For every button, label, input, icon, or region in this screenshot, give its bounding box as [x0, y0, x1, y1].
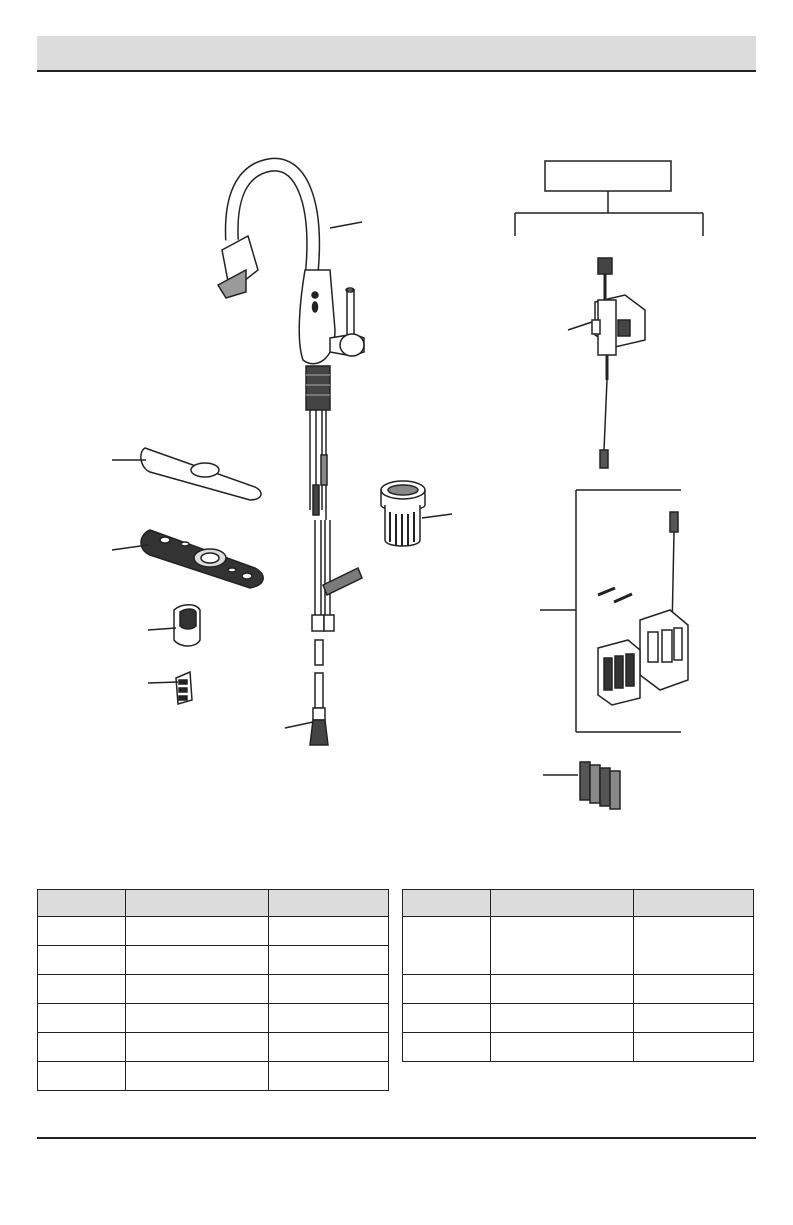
parts-table-left: [37, 889, 389, 1091]
header-cell: [634, 890, 754, 917]
table-cell: [38, 1004, 126, 1033]
table-cell: [126, 917, 269, 946]
parts-table-right: [402, 889, 754, 1062]
table-row: [403, 1004, 754, 1033]
table-cell: [269, 1062, 389, 1091]
gasket-plate-illustration: [141, 530, 263, 588]
table-row: [38, 946, 389, 975]
batteries-illustration: [580, 762, 620, 809]
table-cell: [491, 1033, 634, 1062]
table-cell: [126, 1062, 269, 1091]
table-cell: [126, 975, 269, 1004]
table-cell: [491, 917, 634, 975]
table-cell: [269, 1004, 389, 1033]
table-row: [38, 917, 389, 946]
table-cell: [126, 946, 269, 975]
table-row: [403, 975, 754, 1004]
faucet-illustration: [218, 165, 364, 745]
footer-rule: [37, 1137, 756, 1139]
escutcheon-illustration: [141, 448, 261, 500]
table-cell: [38, 1062, 126, 1091]
table-cell: [269, 946, 389, 975]
sensor-assembly-illustration: [598, 512, 688, 705]
box-bracket: [515, 161, 703, 236]
table-cell: [403, 1004, 491, 1033]
mounting-clip-illustration: [174, 605, 200, 646]
table-cell: [634, 1033, 754, 1062]
header-cell: [403, 890, 491, 917]
table-cell: [403, 917, 491, 975]
table-cell: [269, 975, 389, 1004]
header-cell: [491, 890, 634, 917]
control-box-illustration: [592, 258, 645, 468]
header-cell: [269, 890, 389, 917]
table-cell: [126, 1033, 269, 1062]
table-cell: [491, 1004, 634, 1033]
table-cell: [491, 975, 634, 1004]
table-row: [38, 1004, 389, 1033]
table-cell: [38, 917, 126, 946]
table-cell: [634, 975, 754, 1004]
table-row: [403, 917, 754, 975]
table-cell: [38, 975, 126, 1004]
table-cell: [126, 1004, 269, 1033]
table-cell: [38, 1033, 126, 1062]
table-cell: [634, 917, 754, 975]
hose-weight-illustration: [381, 481, 425, 546]
table-cell: [38, 946, 126, 975]
table-row: [38, 975, 389, 1004]
table-cell: [403, 975, 491, 1004]
table-cell: [269, 1033, 389, 1062]
table-row: [403, 1033, 754, 1062]
table-cell: [634, 1004, 754, 1033]
table-row: [38, 1062, 389, 1091]
table-cell: [403, 1033, 491, 1062]
header-cell: [126, 890, 269, 917]
table-row: [38, 1033, 389, 1062]
table-cell: [269, 917, 389, 946]
header-cell: [38, 890, 126, 917]
hose-clip-illustration: [176, 672, 192, 704]
